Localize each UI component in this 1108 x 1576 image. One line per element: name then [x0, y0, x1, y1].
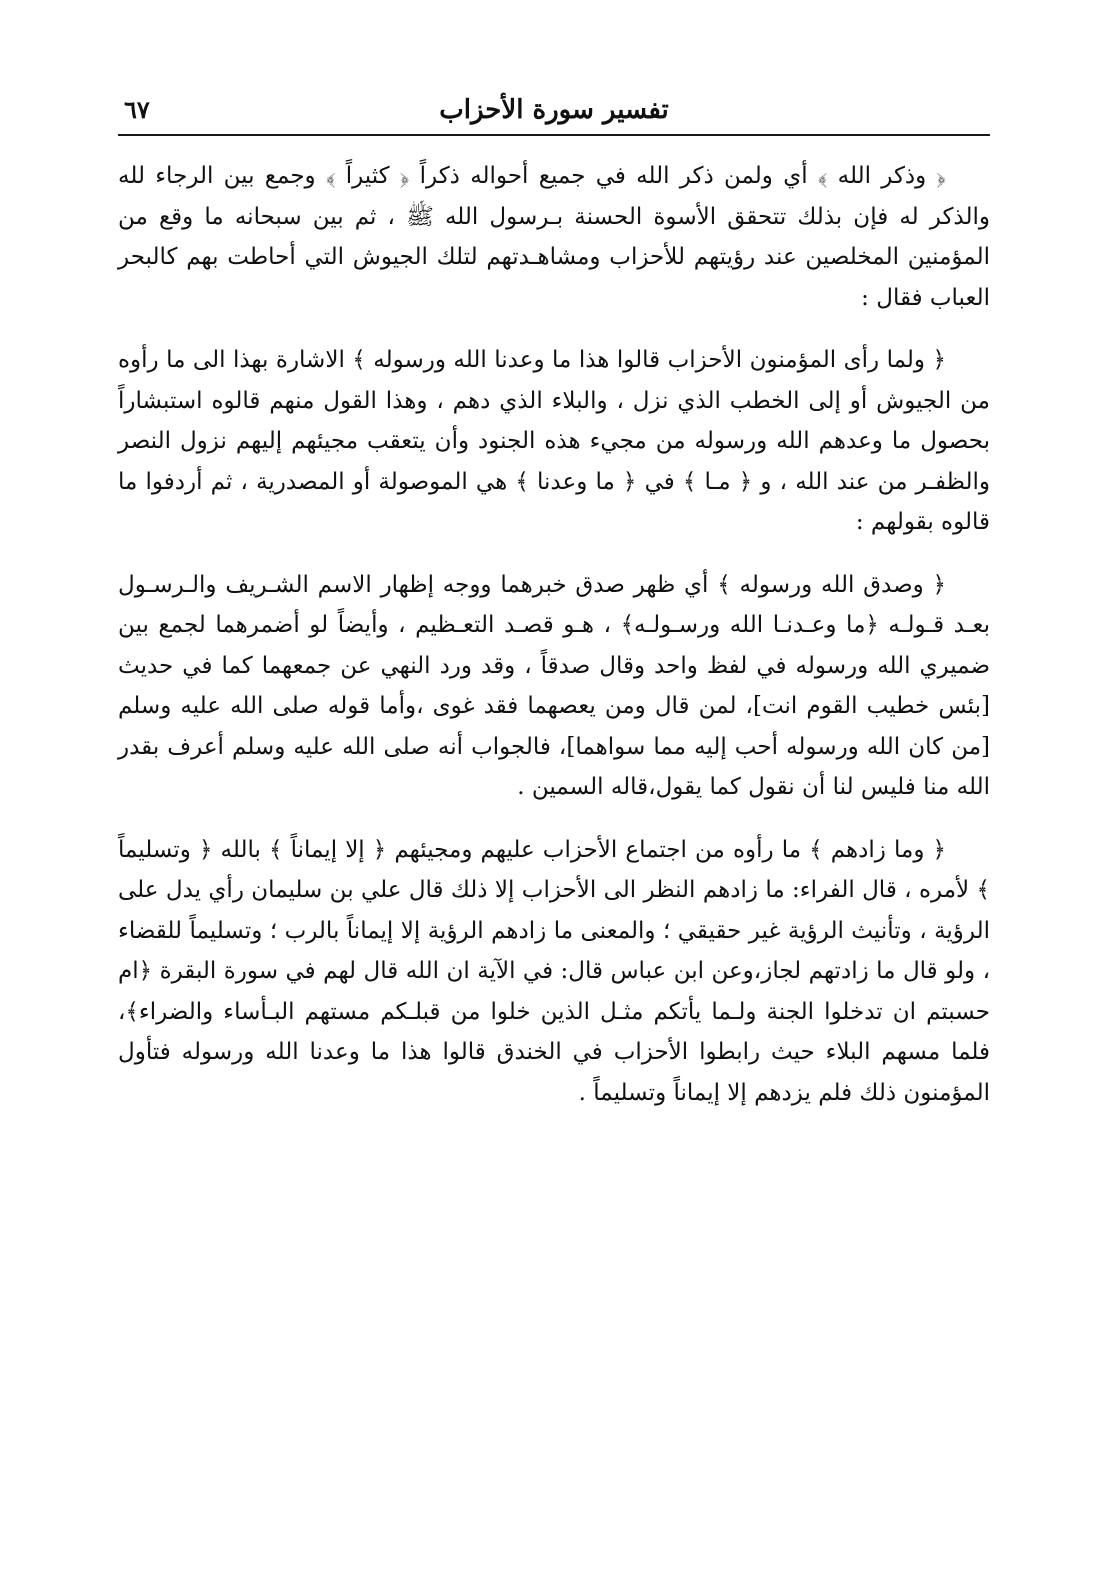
running-title: تفسير سورة الأحزاب	[439, 95, 669, 125]
book-page	[118, 82, 990, 1542]
paragraph-1: ﴿ وذكر الله ﴾ أي ولمن ذكر الله في جميع أحواله ذكراً ﴿ كثيراً ﴾ وجمع بين الرجاء لله والذكر له فإن بذلك تتحقق الأسوة الحسنة بـرسول الله ﷺ ، ثم بين سبحانه ما وقع من المؤمنين المخلصين عند رؤيتهم للأحزاب ومشاهـدتهم لتلك الجيوش التي أحاطت بهم كالبحر العباب فقال :	[118, 163, 990, 311]
page-body	[118, 156, 990, 1113]
paragraph-3: ﴿ وصدق الله ورسوله ﴾ أي ظهر صدق خبرهما ووجه إظهار الاسم الشـريف والـرسـول بعـد قـولـه ﴿ما وعـدنـا الله ورسـولـه﴾ ، هـو قصـد التعـظيم ، وأيضاً لو أضمرهما لجمع بين ضميري الله ورسوله في لفظ واحد وقال صدقاً ، وقد ورد النهي عن جمعهما كما في حديث [بئس خطيب القوم انت]، لمن قال ومن يعصهما فقد غوى ،وأما قوله صلى الله عليه وسلم [من كان الله ورسوله أحب إليه مما سواهما]، فالجواب أنه صلى الله عليه وسلم أعرف بقدر الله منا فليس لنا أن نقول كما يقول،قاله السمين .	[118, 571, 990, 800]
paragraph-2: ﴿ ولما رأى المؤمنون الأحزاب قالوا هذا ما وعدنا الله ورسوله ﴾ الاشارة بهذا الى ما رأوه من الجيوش أو إلى الخطب الذي نزل ، والبلاء الذي دهم ، وهذا القول منهم قالوه استبشاراً بحصول ما وعدهم الله ورسوله من مجيء هذه الجنود وأن يتعقب مجيئهم إليهم نزول النصر والظفـر من عند الله ، و ﴿ مـا ﴾ في ﴿ ما وعدنا ﴾ هي الموصولة أو المصدرية ، ثم أردفوا ما قالوه بقولهم :	[118, 347, 990, 535]
page-number: ٦٧	[124, 95, 150, 124]
page-header	[118, 82, 990, 136]
paragraph-4: ﴿ وما زادهم ﴾ ما رأوه من اجتماع الأحزاب عليهم ومجيئهم ﴿ إلا إيماناً ﴾ بالله ﴿ وتسليماً ﴾ لأمره ، قال الفراء: ما زادهم النظر الى الأحزاب إلا ذلك قال علي بن سليمان رأي يدل على الرؤية ، وتأنيث الرؤية غير حقيقي ؛ والمعنى ما زادهم الرؤية إلا إيماناً بالرب ؛ وتسليماً للقضاء ، ولو قال ما زادتهم لجاز،وعن ابن عباس قال: في الآية ان الله قال لهم في سورة البقرة ﴿ام حسبتم ان تدخلوا الجنة ولـما يأتكم مثـل الذين خلوا من قبلـكم مستهم البـأساء والضراء﴾، فلما مسهم البلاء حيث رابطوا الأحزاب في الخندق قالوا هذا ما وعدنا الله ورسوله فتأول المؤمنون ذلك فلم يزدهم إلا إيماناً وتسليماً .	[118, 836, 990, 1106]
